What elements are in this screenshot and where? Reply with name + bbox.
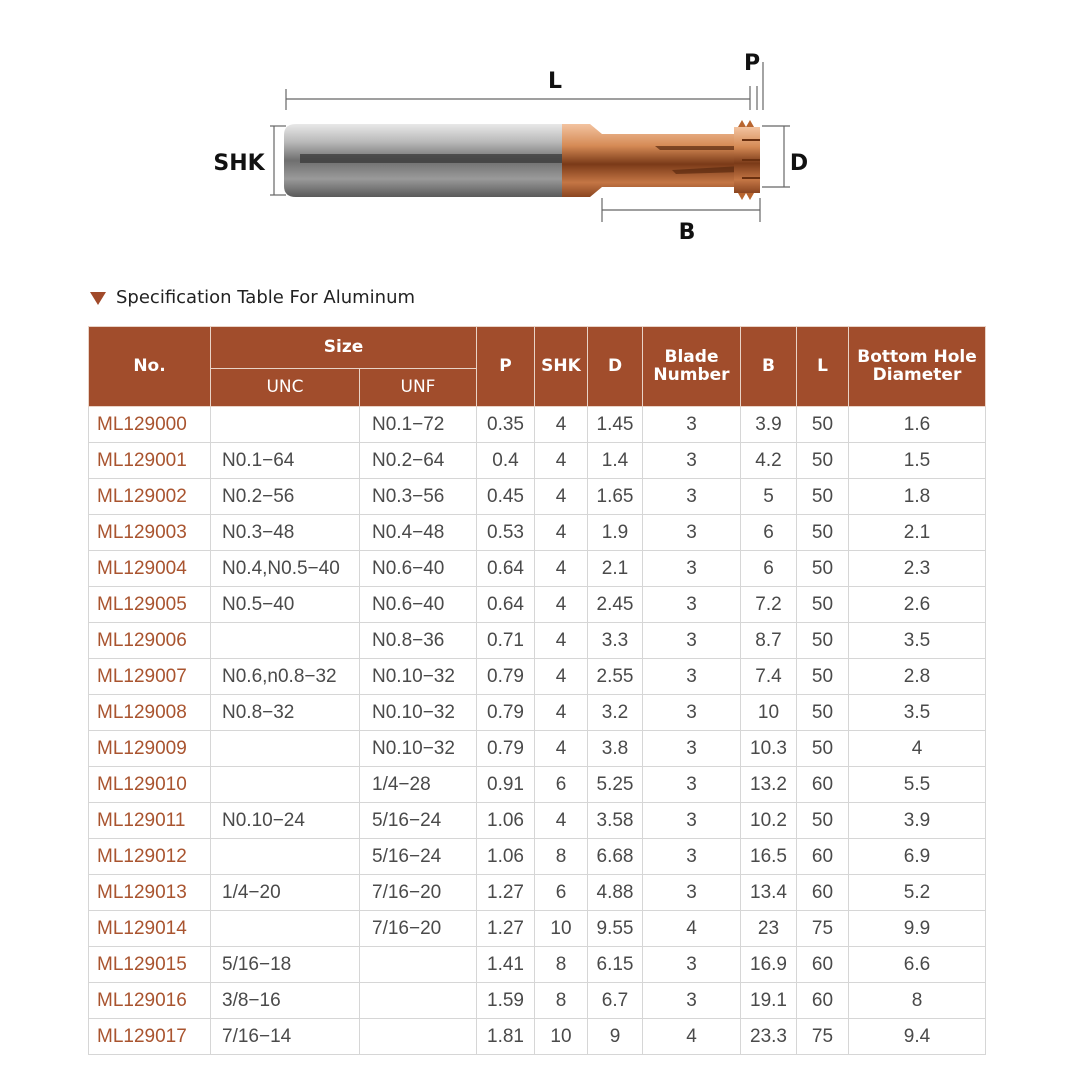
cell-blade-number: 3 bbox=[643, 443, 741, 479]
cell-d: 3.2 bbox=[588, 695, 643, 731]
table-row bbox=[89, 947, 986, 983]
cell-unf: 5/16−24 bbox=[360, 839, 477, 875]
cell-p: 1.81 bbox=[477, 1019, 535, 1055]
cell-b: 3.9 bbox=[741, 407, 797, 443]
cell-d: 1.45 bbox=[588, 407, 643, 443]
cell-unc bbox=[211, 911, 360, 947]
cell-b: 13.2 bbox=[741, 767, 797, 803]
table-row bbox=[89, 839, 986, 875]
table-row bbox=[89, 659, 986, 695]
cell-b: 10.2 bbox=[741, 803, 797, 839]
section-title bbox=[90, 284, 415, 310]
cell-no: ML129009 bbox=[89, 731, 211, 767]
cell-l: 75 bbox=[797, 911, 849, 947]
cell-b: 6 bbox=[741, 515, 797, 551]
cell-no: ML129004 bbox=[89, 551, 211, 587]
cell-unf: N0.10−32 bbox=[360, 659, 477, 695]
cell-unc bbox=[211, 407, 360, 443]
cell-p: 1.06 bbox=[477, 803, 535, 839]
cell-d: 1.9 bbox=[588, 515, 643, 551]
cell-unf: 1/4−28 bbox=[360, 767, 477, 803]
header-blade-number bbox=[643, 327, 741, 407]
cell-shk: 4 bbox=[535, 551, 588, 587]
cell-no: ML129015 bbox=[89, 947, 211, 983]
cell-unc: N0.1−64 bbox=[211, 443, 360, 479]
cell-no: ML129006 bbox=[89, 623, 211, 659]
cell-l: 50 bbox=[797, 479, 849, 515]
cell-shk: 10 bbox=[535, 1019, 588, 1055]
cell-d: 3.58 bbox=[588, 803, 643, 839]
cell-unf: N0.6−40 bbox=[360, 551, 477, 587]
cell-p: 0.71 bbox=[477, 623, 535, 659]
header-p: P bbox=[477, 327, 535, 407]
cell-bottom-hole-diameter: 6.6 bbox=[849, 947, 986, 983]
cell-no: ML129007 bbox=[89, 659, 211, 695]
cell-b: 13.4 bbox=[741, 875, 797, 911]
cell-p: 1.41 bbox=[477, 947, 535, 983]
cell-p: 0.79 bbox=[477, 659, 535, 695]
cell-no: ML129000 bbox=[89, 407, 211, 443]
cell-b: 23.3 bbox=[741, 1019, 797, 1055]
table-row bbox=[89, 983, 986, 1019]
table-header bbox=[89, 327, 986, 407]
dim-label-l: L bbox=[547, 69, 563, 94]
cell-l: 50 bbox=[797, 551, 849, 587]
cell-blade-number: 3 bbox=[643, 803, 741, 839]
cell-no: ML129008 bbox=[89, 695, 211, 731]
header-blade-line1: Blade bbox=[664, 346, 719, 367]
cell-blade-number: 3 bbox=[643, 515, 741, 551]
cell-unc: 3/8−16 bbox=[211, 983, 360, 1019]
cell-bottom-hole-diameter: 1.6 bbox=[849, 407, 986, 443]
cell-unc: N0.5−40 bbox=[211, 587, 360, 623]
cell-l: 50 bbox=[797, 695, 849, 731]
cell-shk: 8 bbox=[535, 947, 588, 983]
cell-no: ML129013 bbox=[89, 875, 211, 911]
cell-d: 6.68 bbox=[588, 839, 643, 875]
cell-b: 10 bbox=[741, 695, 797, 731]
cell-p: 0.79 bbox=[477, 695, 535, 731]
cell-blade-number: 3 bbox=[643, 587, 741, 623]
tool-coated-head bbox=[562, 120, 760, 200]
cell-p: 1.27 bbox=[477, 875, 535, 911]
table-row bbox=[89, 551, 986, 587]
table-row bbox=[89, 911, 986, 947]
cell-d: 9 bbox=[588, 1019, 643, 1055]
cell-unf: N0.10−32 bbox=[360, 695, 477, 731]
header-size: Size bbox=[211, 327, 477, 369]
table-row bbox=[89, 515, 986, 551]
cell-d: 3.8 bbox=[588, 731, 643, 767]
table-body bbox=[89, 407, 986, 1055]
cell-l: 50 bbox=[797, 731, 849, 767]
cell-b: 16.5 bbox=[741, 839, 797, 875]
cell-unf: 5/16−24 bbox=[360, 803, 477, 839]
cell-unc: N0.2−56 bbox=[211, 479, 360, 515]
cell-blade-number: 4 bbox=[643, 911, 741, 947]
cell-b: 6 bbox=[741, 551, 797, 587]
table-row bbox=[89, 875, 986, 911]
cell-b: 19.1 bbox=[741, 983, 797, 1019]
cell-bottom-hole-diameter: 4 bbox=[849, 731, 986, 767]
cell-blade-number: 3 bbox=[643, 479, 741, 515]
cell-p: 1.27 bbox=[477, 911, 535, 947]
table-row bbox=[89, 407, 986, 443]
cell-bottom-hole-diameter: 8 bbox=[849, 983, 986, 1019]
cell-blade-number: 3 bbox=[643, 551, 741, 587]
cell-bottom-hole-diameter: 1.5 bbox=[849, 443, 986, 479]
dim-label-shk: SHK bbox=[213, 151, 265, 176]
section-title-text: Specification Table For Aluminum bbox=[116, 286, 416, 308]
dim-label-p: P bbox=[743, 51, 761, 76]
cell-shk: 4 bbox=[535, 479, 588, 515]
cell-b: 4.2 bbox=[741, 443, 797, 479]
cell-blade-number: 3 bbox=[643, 839, 741, 875]
thread-mill-diagram bbox=[0, 0, 1073, 270]
header-d: D bbox=[588, 327, 643, 407]
table-row bbox=[89, 803, 986, 839]
cell-l: 50 bbox=[797, 443, 849, 479]
cell-no: ML129005 bbox=[89, 587, 211, 623]
cell-unc bbox=[211, 623, 360, 659]
cell-b: 7.2 bbox=[741, 587, 797, 623]
cell-shk: 4 bbox=[535, 587, 588, 623]
cell-b: 8.7 bbox=[741, 623, 797, 659]
cell-no: ML129014 bbox=[89, 911, 211, 947]
table-row bbox=[89, 1019, 986, 1055]
table-row bbox=[89, 479, 986, 515]
cell-p: 0.45 bbox=[477, 479, 535, 515]
cell-no: ML129010 bbox=[89, 767, 211, 803]
cell-shk: 6 bbox=[535, 767, 588, 803]
cell-bottom-hole-diameter: 2.8 bbox=[849, 659, 986, 695]
cell-no: ML129011 bbox=[89, 803, 211, 839]
cell-blade-number: 3 bbox=[643, 875, 741, 911]
cell-unf: N0.2−64 bbox=[360, 443, 477, 479]
cell-unf: N0.4−48 bbox=[360, 515, 477, 551]
table-row bbox=[89, 443, 986, 479]
cell-p: 1.59 bbox=[477, 983, 535, 1019]
cell-shk: 4 bbox=[535, 407, 588, 443]
cell-blade-number: 3 bbox=[643, 659, 741, 695]
cell-bottom-hole-diameter: 3.5 bbox=[849, 695, 986, 731]
header-bottom-hole-diameter bbox=[849, 327, 986, 407]
cell-l: 50 bbox=[797, 515, 849, 551]
cell-p: 0.53 bbox=[477, 515, 535, 551]
cell-b: 5 bbox=[741, 479, 797, 515]
cell-no: ML129017 bbox=[89, 1019, 211, 1055]
cell-no: ML129003 bbox=[89, 515, 211, 551]
cell-blade-number: 3 bbox=[643, 767, 741, 803]
cell-d: 2.45 bbox=[588, 587, 643, 623]
cell-no: ML129001 bbox=[89, 443, 211, 479]
cell-shk: 8 bbox=[535, 839, 588, 875]
header-bottom-line2: Diameter bbox=[872, 364, 962, 385]
cell-l: 60 bbox=[797, 839, 849, 875]
header-unf: UNF bbox=[360, 369, 477, 407]
header-shk: SHK bbox=[535, 327, 588, 407]
cell-bottom-hole-diameter: 1.8 bbox=[849, 479, 986, 515]
cell-shk: 4 bbox=[535, 659, 588, 695]
triangle-down-icon bbox=[90, 292, 106, 305]
cell-shk: 4 bbox=[535, 695, 588, 731]
cell-unc bbox=[211, 731, 360, 767]
cell-shk: 6 bbox=[535, 875, 588, 911]
cell-d: 5.25 bbox=[588, 767, 643, 803]
cell-bottom-hole-diameter: 3.9 bbox=[849, 803, 986, 839]
cell-unf: N0.10−32 bbox=[360, 731, 477, 767]
cell-unc bbox=[211, 839, 360, 875]
cell-unc: 5/16−18 bbox=[211, 947, 360, 983]
cell-blade-number: 3 bbox=[643, 695, 741, 731]
header-bottom-line1: Bottom Hole bbox=[857, 346, 977, 367]
cell-no: ML129016 bbox=[89, 983, 211, 1019]
cell-p: 0.64 bbox=[477, 551, 535, 587]
header-blade-line2: Number bbox=[653, 364, 730, 385]
cell-unc: 1/4−20 bbox=[211, 875, 360, 911]
cell-p: 0.35 bbox=[477, 407, 535, 443]
specification-table bbox=[88, 326, 986, 1055]
cell-bottom-hole-diameter: 9.9 bbox=[849, 911, 986, 947]
cell-l: 60 bbox=[797, 875, 849, 911]
cell-bottom-hole-diameter: 6.9 bbox=[849, 839, 986, 875]
tool-shank bbox=[284, 124, 562, 197]
header-unc: UNC bbox=[211, 369, 360, 407]
cell-bottom-hole-diameter: 2.1 bbox=[849, 515, 986, 551]
cell-bottom-hole-diameter: 5.2 bbox=[849, 875, 986, 911]
table-row bbox=[89, 731, 986, 767]
cell-unf: N0.3−56 bbox=[360, 479, 477, 515]
cell-unc: N0.3−48 bbox=[211, 515, 360, 551]
header-b: B bbox=[741, 327, 797, 407]
cell-b: 23 bbox=[741, 911, 797, 947]
cell-blade-number: 4 bbox=[643, 1019, 741, 1055]
cell-d: 9.55 bbox=[588, 911, 643, 947]
cell-blade-number: 3 bbox=[643, 623, 741, 659]
cell-l: 50 bbox=[797, 587, 849, 623]
cell-bottom-hole-diameter: 2.3 bbox=[849, 551, 986, 587]
cell-unc: N0.10−24 bbox=[211, 803, 360, 839]
table-row bbox=[89, 695, 986, 731]
cell-no: ML129002 bbox=[89, 479, 211, 515]
cell-unc: N0.4,N0.5−40 bbox=[211, 551, 360, 587]
cell-unf bbox=[360, 983, 477, 1019]
cell-shk: 4 bbox=[535, 803, 588, 839]
cell-blade-number: 3 bbox=[643, 947, 741, 983]
table-row bbox=[89, 587, 986, 623]
cell-l: 75 bbox=[797, 1019, 849, 1055]
cell-d: 4.88 bbox=[588, 875, 643, 911]
cell-shk: 4 bbox=[535, 623, 588, 659]
cell-unc: 7/16−14 bbox=[211, 1019, 360, 1055]
cell-b: 16.9 bbox=[741, 947, 797, 983]
cell-unc: N0.8−32 bbox=[211, 695, 360, 731]
cell-d: 1.4 bbox=[588, 443, 643, 479]
cell-p: 1.06 bbox=[477, 839, 535, 875]
cell-unf: N0.8−36 bbox=[360, 623, 477, 659]
dim-label-d: D bbox=[789, 151, 809, 176]
cell-blade-number: 3 bbox=[643, 407, 741, 443]
cell-unf bbox=[360, 1019, 477, 1055]
cell-unf bbox=[360, 947, 477, 983]
cell-b: 10.3 bbox=[741, 731, 797, 767]
cell-d: 2.1 bbox=[588, 551, 643, 587]
cell-unc bbox=[211, 767, 360, 803]
cell-bottom-hole-diameter: 3.5 bbox=[849, 623, 986, 659]
cell-l: 50 bbox=[797, 803, 849, 839]
cell-bottom-hole-diameter: 2.6 bbox=[849, 587, 986, 623]
cell-p: 0.79 bbox=[477, 731, 535, 767]
cell-d: 2.55 bbox=[588, 659, 643, 695]
cell-shk: 4 bbox=[535, 731, 588, 767]
cell-blade-number: 3 bbox=[643, 731, 741, 767]
cell-p: 0.64 bbox=[477, 587, 535, 623]
cell-unc: N0.6,n0.8−32 bbox=[211, 659, 360, 695]
dim-label-b: B bbox=[678, 220, 696, 245]
cell-shk: 8 bbox=[535, 983, 588, 1019]
cell-l: 50 bbox=[797, 407, 849, 443]
cell-unf: N0.6−40 bbox=[360, 587, 477, 623]
cell-l: 50 bbox=[797, 659, 849, 695]
cell-shk: 4 bbox=[535, 515, 588, 551]
table-row bbox=[89, 767, 986, 803]
cell-l: 50 bbox=[797, 623, 849, 659]
header-l: L bbox=[797, 327, 849, 407]
cell-bottom-hole-diameter: 9.4 bbox=[849, 1019, 986, 1055]
cell-p: 0.91 bbox=[477, 767, 535, 803]
cell-l: 60 bbox=[797, 983, 849, 1019]
cell-d: 1.65 bbox=[588, 479, 643, 515]
cell-blade-number: 3 bbox=[643, 983, 741, 1019]
cell-d: 6.7 bbox=[588, 983, 643, 1019]
header-no: No. bbox=[89, 327, 211, 407]
cell-l: 60 bbox=[797, 947, 849, 983]
cell-l: 60 bbox=[797, 767, 849, 803]
cell-unf: N0.1−72 bbox=[360, 407, 477, 443]
cell-no: ML129012 bbox=[89, 839, 211, 875]
cell-d: 3.3 bbox=[588, 623, 643, 659]
cell-unf: 7/16−20 bbox=[360, 875, 477, 911]
cell-b: 7.4 bbox=[741, 659, 797, 695]
cell-bottom-hole-diameter: 5.5 bbox=[849, 767, 986, 803]
table-row bbox=[89, 623, 986, 659]
cell-d: 6.15 bbox=[588, 947, 643, 983]
cell-shk: 10 bbox=[535, 911, 588, 947]
cell-p: 0.4 bbox=[477, 443, 535, 479]
cell-shk: 4 bbox=[535, 443, 588, 479]
cell-unf: 7/16−20 bbox=[360, 911, 477, 947]
